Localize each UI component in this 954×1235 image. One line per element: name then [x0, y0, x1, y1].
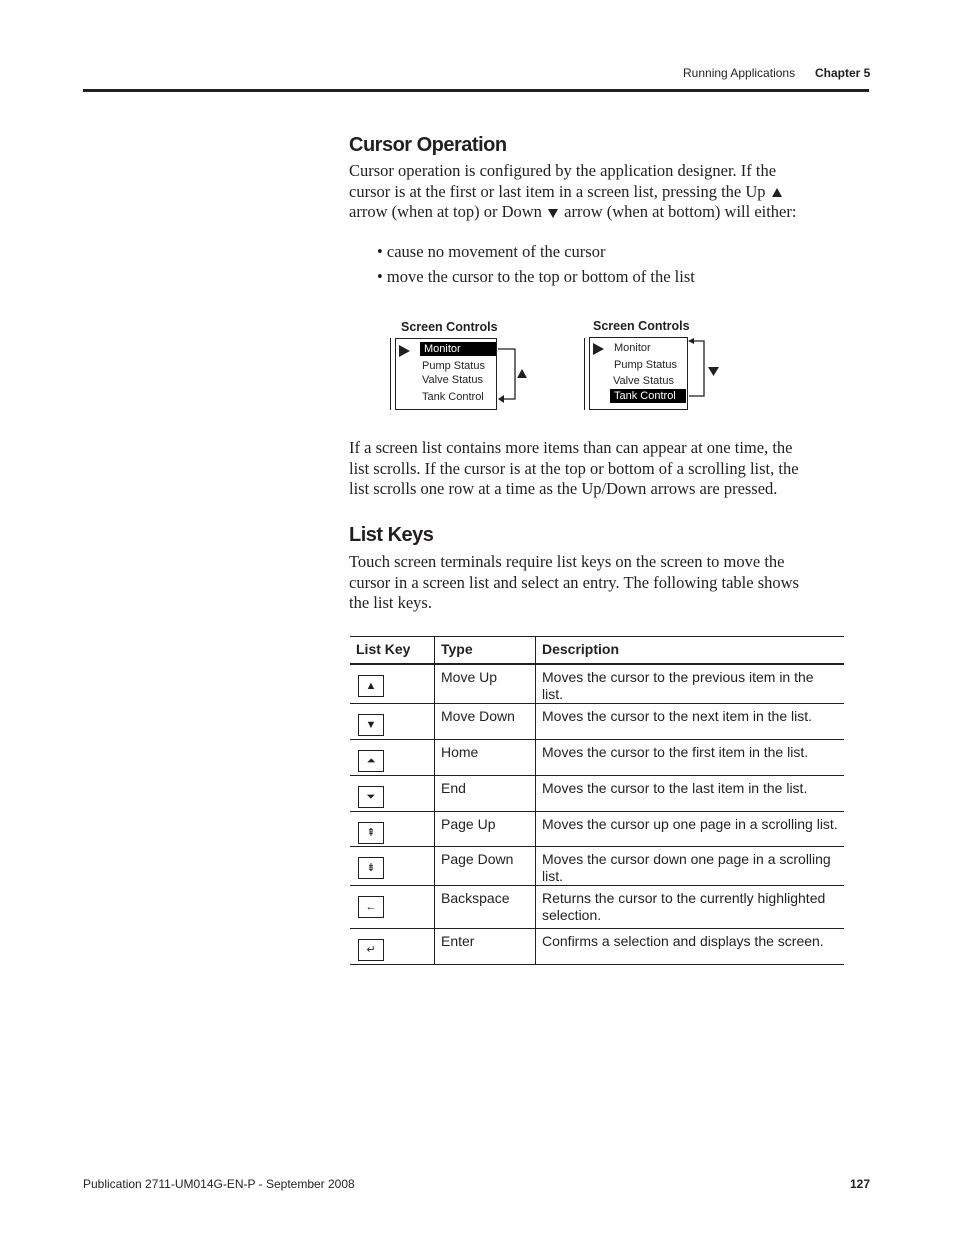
cursor-operation-paragraph — [349, 161, 861, 223]
footer-publication: Publication 2711-UM014G-EN-P - September 2008 — [83, 1177, 355, 1191]
para-line: list scrolls one row at a time as the Up/Down arrows are pressed. — [349, 479, 778, 498]
column-header-type: Type — [435, 637, 536, 665]
list-item: Valve Status — [613, 375, 674, 387]
para-line — [349, 202, 861, 223]
key-type: End — [435, 776, 536, 812]
cursor-operation-heading: Cursor Operation — [349, 134, 507, 156]
table-row — [350, 740, 844, 776]
key-description: Confirms a selection and displays the screen. — [536, 929, 845, 965]
list-border — [584, 338, 585, 410]
table-row — [350, 664, 844, 704]
list-keys-table — [350, 636, 844, 965]
key-description: Moves the cursor down one page in a scrolling list. — [536, 847, 845, 886]
end-key-icon: ⏷ — [358, 786, 384, 808]
key-description: Moves the cursor to the next item in the list. — [536, 704, 845, 740]
wrap-arrow-icon — [686, 338, 726, 402]
backspace-key-icon: ← — [358, 896, 384, 918]
list-keys-heading: List Keys — [349, 524, 434, 546]
bullet-text: cause no movement of the cursor — [386, 242, 606, 261]
key-type: Page Down — [435, 847, 536, 886]
key-description: Moves the cursor to the last item in the list. — [536, 776, 845, 812]
screen-controls-diagram-right — [580, 318, 740, 418]
home-key-icon: ⏶ — [358, 750, 384, 772]
list-item: Monitor — [614, 342, 651, 354]
list-keys-paragraph — [349, 552, 861, 614]
key-type: Home — [435, 740, 536, 776]
page-down-key-icon: ⇟ — [358, 857, 384, 879]
table-row — [350, 704, 844, 740]
cursor-pointer-icon — [593, 343, 604, 355]
bullet-item: • move the cursor to the top or bottom of the list — [377, 267, 695, 286]
wrap-arrow-icon — [495, 346, 545, 406]
table-row — [350, 886, 844, 929]
header-rule — [83, 89, 869, 92]
page-number: 127 — [850, 1177, 871, 1191]
para-line: Cursor operation is configured by the application designer. If the — [349, 161, 777, 180]
screen-controls-title: Screen Controls — [593, 319, 690, 333]
para-line: If a screen list contains more items than can appear at one time, the — [349, 438, 793, 457]
move-up-key-icon: ▲ — [358, 675, 384, 697]
table-row — [350, 776, 844, 812]
para-line: cursor in a screen list and select an entry. The following table shows — [349, 572, 799, 592]
bullet-text: move the cursor to the top or bottom of the list — [386, 267, 695, 286]
column-header-description: Description — [536, 637, 845, 665]
key-type: Move Down — [435, 704, 536, 740]
down-arrow-icon — [548, 209, 558, 218]
table-row — [350, 929, 844, 965]
enter-key-icon: ↵ — [358, 939, 384, 961]
up-arrow-icon — [772, 188, 782, 197]
key-description: Moves the cursor up one page in a scrolling list. — [536, 812, 845, 847]
cursor-pointer-icon — [399, 345, 410, 357]
key-type: Enter — [435, 929, 536, 965]
para-line: Touch screen terminals require list keys on the screen to move the — [349, 552, 785, 571]
key-type: Move Up — [435, 664, 536, 704]
table-header-row — [350, 637, 844, 665]
screen-controls-title: Screen Controls — [401, 320, 498, 334]
list-border — [390, 338, 391, 410]
bullet-item: • cause no movement of the cursor — [377, 242, 606, 261]
page-up-key-icon: ⇞ — [358, 822, 384, 844]
key-type: Backspace — [435, 886, 536, 929]
table-row — [350, 812, 844, 847]
list-item: Pump Status — [614, 359, 677, 371]
key-type: Page Up — [435, 812, 536, 847]
scroll-paragraph — [349, 438, 861, 500]
running-header-section: Running Applications — [683, 66, 796, 80]
para-line: the list keys. — [349, 593, 432, 612]
para-line: list scrolls. If the cursor is at the top or bottom of a scrolling list, the — [349, 458, 799, 478]
screen-controls-diagram-left — [385, 318, 545, 418]
key-description: Returns the cursor to the currently highlighted selection. — [536, 886, 845, 929]
para-text: arrow (when at top) or Down — [349, 202, 542, 221]
running-header-chapter: Chapter 5 — [815, 66, 871, 80]
list-item: Tank Control — [422, 391, 484, 403]
list-item-selected: Monitor — [420, 342, 496, 356]
key-description: Moves the cursor to the previous item in the list. — [536, 664, 845, 704]
key-description: Moves the cursor to the first item in the list. — [536, 740, 845, 776]
para-line — [349, 182, 861, 203]
list-item-selected: Tank Control — [610, 389, 686, 403]
move-down-key-icon: ▼ — [358, 714, 384, 736]
para-text: cursor is at the first or last item in a screen list, pressing the Up — [349, 181, 766, 201]
column-header-list-key: List Key — [350, 637, 435, 665]
para-text: arrow (when at bottom) will either: — [564, 202, 797, 221]
table-row — [350, 847, 844, 886]
list-item: Valve Status — [422, 374, 483, 386]
list-item: Pump Status — [422, 360, 485, 372]
